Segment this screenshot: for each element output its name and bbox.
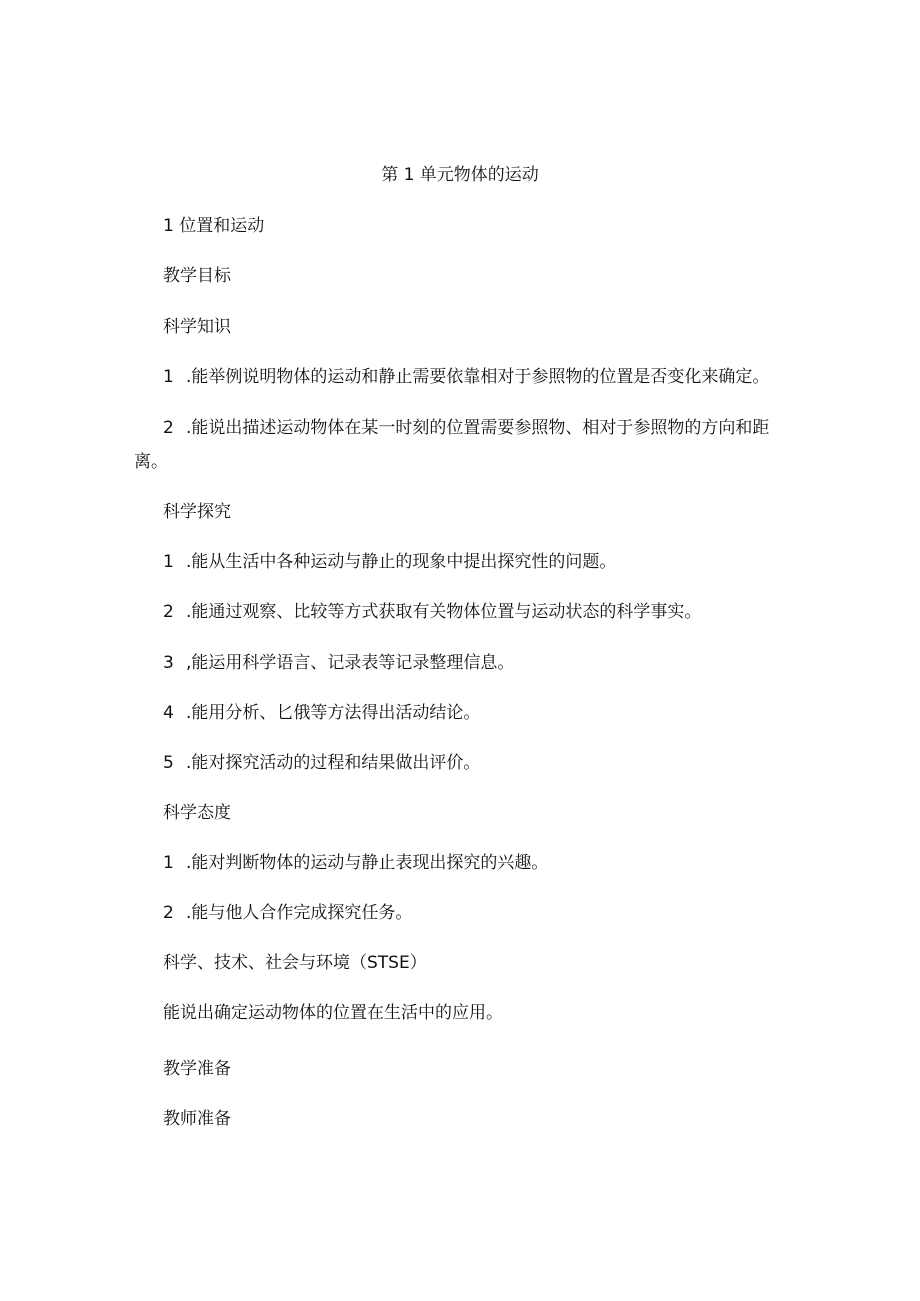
teaching-goals-heading: 教学目标 [163, 266, 231, 286]
knowledge-item-1: .能举例说明物体的运动和静止需要依靠相对于参照物的位置是否变化来确定。 [186, 367, 770, 387]
science-attitude-heading: 科学态度 [163, 803, 231, 823]
attitude-item-2-number: 2 [163, 903, 174, 923]
knowledge-item-1-number: 1 [163, 367, 174, 387]
attitude-item-2: .能与他人合作完成探究任务。 [186, 903, 413, 923]
inquiry-item-4-number: 4 [163, 703, 174, 723]
science-inquiry-heading: 科学探究 [163, 502, 231, 522]
inquiry-item-5-number: 5 [163, 753, 174, 773]
inquiry-item-1: .能从生活中各种运动与静止的现象中提出探究性的问题。 [186, 552, 617, 572]
inquiry-item-2-number: 2 [163, 602, 174, 622]
inquiry-item-5: .能对探究活动的过程和结果做出评价。 [186, 753, 481, 773]
stse-heading: 科学、技术、社会与环境（STSE） [163, 953, 427, 973]
attitude-item-1-number: 1 [163, 853, 174, 873]
attitude-item-1: .能对判断物体的运动与静止表现出探究的兴趣。 [186, 853, 549, 873]
teaching-prep-heading: 教学准备 [163, 1059, 231, 1079]
lesson-heading: 1 位置和运动 [163, 216, 265, 236]
inquiry-item-3-number: 3 [163, 653, 174, 673]
knowledge-item-2: .能说出描述运动物体在某一时刻的位置需要参照物、相对于参照物的方向和距 [186, 418, 770, 438]
document-title: 第 1 单元物体的运动 [381, 165, 539, 185]
inquiry-item-2: .能通过观察、比较等方式获取有关物体位置与运动状态的科学事实。 [186, 602, 702, 622]
stse-text: 能说出确定运动物体的位置在生活中的应用。 [163, 1003, 503, 1023]
inquiry-item-1-number: 1 [163, 552, 174, 572]
inquiry-item-4: .能用分析、匕俄等方法得出活动结论。 [186, 703, 481, 723]
knowledge-item-2-continuation: 离。 [134, 452, 168, 472]
teacher-prep-heading: 教师准备 [163, 1109, 231, 1129]
knowledge-item-2-number: 2 [163, 418, 174, 438]
inquiry-item-3: ,能运用科学语言、记录表等记录整理信息。 [186, 653, 515, 673]
science-knowledge-heading: 科学知识 [163, 317, 231, 337]
